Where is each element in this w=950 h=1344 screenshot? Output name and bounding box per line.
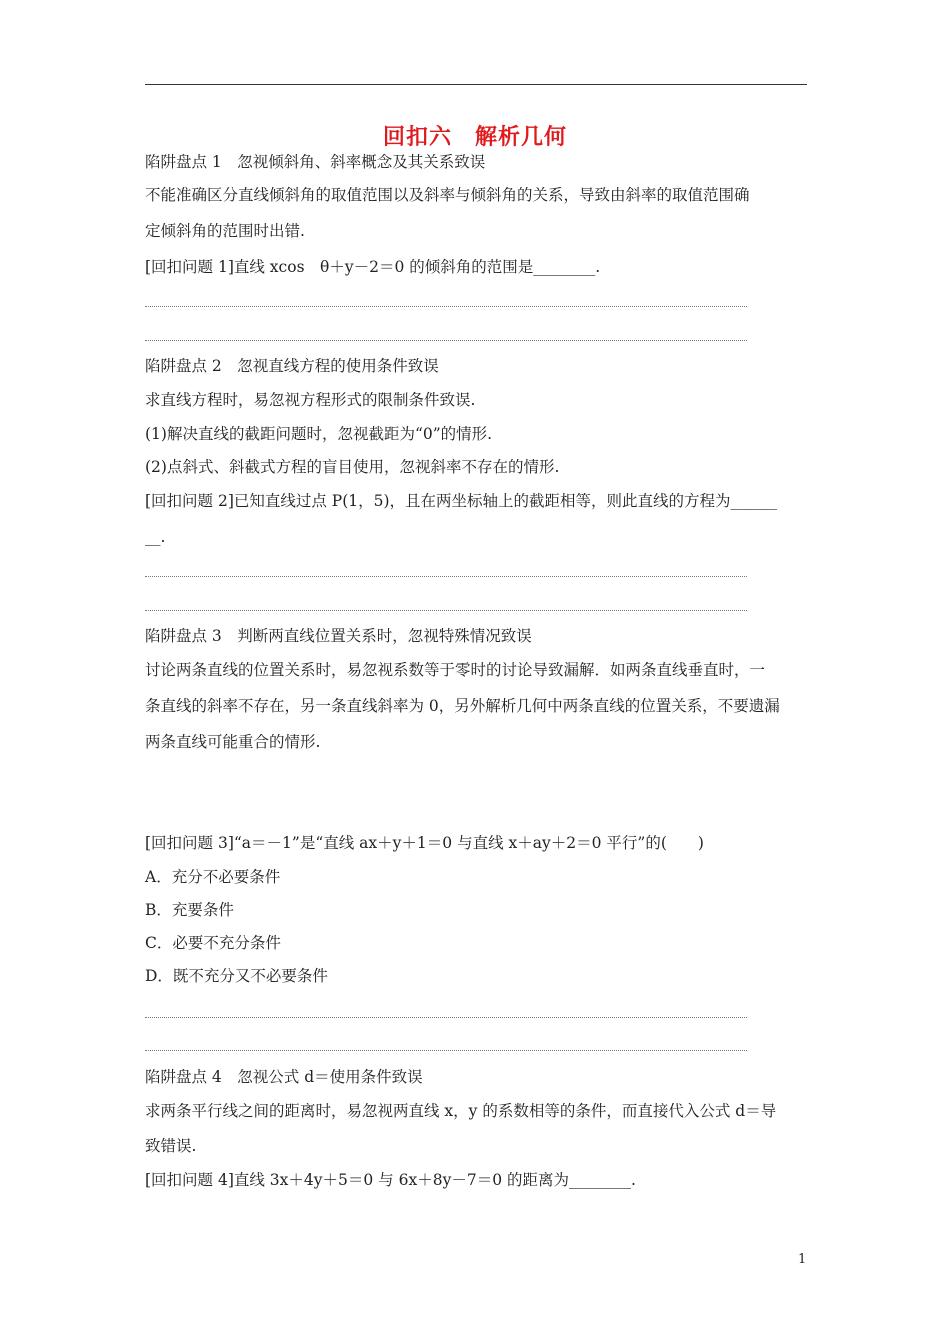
- answer-line: [145, 1017, 747, 1018]
- answer-line: [145, 610, 747, 611]
- problem4: [回扣问题 4]直线 3x＋4y＋5＝0 与 6x＋8y－7＝0 的距离为________.: [145, 1171, 636, 1189]
- trap3-desc-line3: 两条直线可能重合的情形.: [145, 733, 321, 751]
- trap3-heading: 陷阱盘点 3 判断两直线位置关系时，忽视特殊情况致误: [145, 627, 532, 645]
- problem2-line2: __.: [145, 528, 166, 546]
- header-rule: [145, 84, 807, 85]
- trap3-desc-line2: 条直线的斜率不存在，另一条直线斜率为 0，另外解析几何中两条直线的位置关系，不要遗漏: [145, 697, 780, 715]
- answer-line: [145, 1050, 747, 1051]
- option-b: B．充要条件: [145, 901, 234, 919]
- answer-line: [145, 340, 747, 341]
- trap2-desc: 求直线方程时，易忽视方程形式的限制条件致误.: [145, 391, 476, 409]
- trap2-item2: (2)点斜式、斜截式方程的盲目使用，忽视斜率不存在的情形.: [145, 458, 560, 476]
- problem1: [回扣问题 1]直线 xcos θ＋y－2＝0 的倾斜角的范围是________.: [145, 258, 601, 276]
- trap2-item1: (1)解决直线的截距问题时，忽视截距为“0”的情形.: [145, 425, 493, 443]
- problem3: [回扣问题 3]“a＝－1”是“直线 ax＋y＋1＝0 与直线 x＋ay＋2＝0 平行”的( ): [145, 834, 704, 852]
- trap1-desc-line1: 不能准确区分直线倾斜角的取值范围以及斜率与倾斜角的关系，导致由斜率的取值范围确: [145, 186, 750, 204]
- page-title: 回扣六 解析几何: [382, 124, 567, 150]
- option-c: C．必要不充分条件: [145, 934, 281, 952]
- trap1-heading: 陷阱盘点 1 忽视倾斜角、斜率概念及其关系致误: [145, 153, 486, 171]
- option-a: A．充分不必要条件: [145, 868, 281, 886]
- trap4-heading: 陷阱盘点 4 忽视公式 d＝使用条件致误: [145, 1068, 423, 1086]
- problem2-line1: [回扣问题 2]已知直线过点 P(1，5)，且在两坐标轴上的截距相等，则此直线的方程为______: [145, 492, 778, 510]
- trap3-desc-line1: 讨论两条直线的位置关系时，易忽视系数等于零时的讨论导致漏解．如两条直线垂直时，一: [145, 661, 766, 679]
- trap1-desc-line2: 定倾斜角的范围时出错.: [145, 222, 305, 240]
- answer-line: [145, 576, 747, 577]
- trap2-heading: 陷阱盘点 2 忽视直线方程的使用条件致误: [145, 357, 439, 375]
- trap4-desc-line2: 致错误.: [145, 1137, 197, 1155]
- answer-line: [145, 306, 747, 307]
- page-number: 1: [798, 1252, 807, 1267]
- trap4-desc-line1: 求两条平行线之间的距离时，易忽视两直线 x，y 的系数相等的条件，而直接代入公式 d＝导: [145, 1102, 777, 1120]
- option-d: D．既不充分又不必要条件: [145, 967, 328, 985]
